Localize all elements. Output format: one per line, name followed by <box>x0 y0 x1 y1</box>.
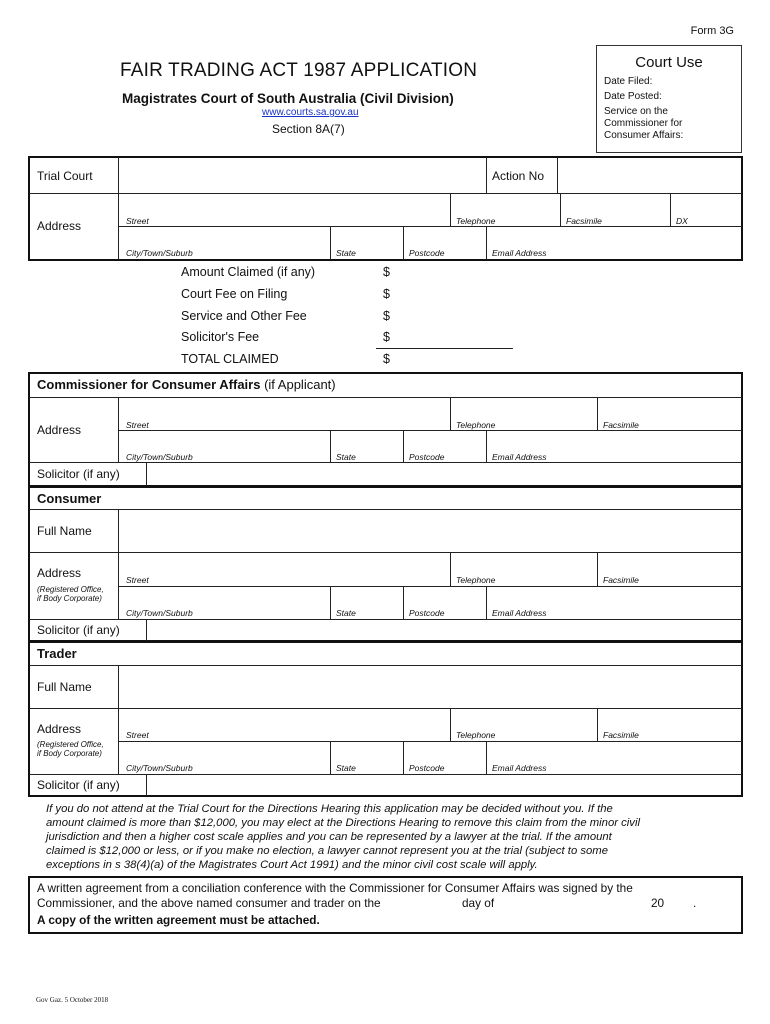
directions-hearing-notice <box>46 802 726 872</box>
consumer-postcode-field[interactable]: Postcode <box>409 608 445 618</box>
trader-telephone-field[interactable]: Telephone <box>456 730 496 740</box>
gazette-footer: Gov Gaz. 5 October 2018 <box>36 996 109 1004</box>
trader-facsimile-field[interactable]: Facsimile <box>603 730 639 740</box>
form-title: FAIR TRADING ACT 1987 APPLICATION <box>120 60 478 81</box>
trader-full-name-field[interactable] <box>120 667 741 707</box>
agreement-period: . <box>693 896 697 910</box>
consumer-full-name-label: Full Name <box>37 524 92 538</box>
trial-telephone-field[interactable]: Telephone <box>456 216 496 226</box>
trader-solicitor-field[interactable] <box>148 776 741 796</box>
commissioner-facsimile-field[interactable]: Facsimile <box>603 420 639 430</box>
trial-court-label: Trial Court <box>37 169 93 183</box>
agreement-year-prefix: 20 <box>651 896 665 910</box>
commissioner-telephone-field[interactable]: Telephone <box>456 420 496 430</box>
consumer-solicitor-field[interactable] <box>148 620 741 640</box>
consumer-email-field[interactable]: Email Address <box>492 608 547 618</box>
trial-state-field[interactable]: State <box>336 248 356 258</box>
total-claimed-currency[interactable]: $ <box>383 352 390 366</box>
court-fee-currency[interactable]: $ <box>383 287 390 301</box>
trial-facsimile-field[interactable]: Facsimile <box>566 216 602 226</box>
consumer-address-label: Address <box>37 566 82 580</box>
service-fee-currency[interactable]: $ <box>383 309 390 323</box>
trial-postcode-field[interactable]: Postcode <box>409 248 445 258</box>
consumer-street-field[interactable]: Street <box>126 575 149 585</box>
consumer-state-field[interactable]: State <box>336 608 356 618</box>
commissioner-address-label: Address <box>37 423 82 437</box>
consumer-reg-office-1: (Registered Office, <box>37 585 104 594</box>
date-posted-label: Date Posted: <box>604 91 662 102</box>
commissioner-solicitor-field[interactable] <box>148 464 741 485</box>
consumer-full-name-field[interactable] <box>120 511 741 551</box>
service-label-2: Commissioner for <box>604 118 683 129</box>
date-filed-label: Date Filed: <box>604 76 653 87</box>
notice-line-3: jurisdiction and then a higher cost scale applies and you can be represented by a lawyer at the trial. If the amount <box>46 831 612 843</box>
commissioner-email-field[interactable]: Email Address <box>492 452 547 462</box>
commissioner-city-field[interactable]: City/Town/Suburb <box>126 452 193 462</box>
trial-street-field[interactable]: Street <box>126 216 149 226</box>
trader-reg-office-2: if Body Corporate) <box>37 749 102 758</box>
trader-address-label: Address <box>37 722 82 736</box>
solicitor-fee-currency[interactable]: $ <box>383 330 390 344</box>
trader-email-field[interactable]: Email Address <box>492 763 547 773</box>
court-name: Magistrates Court of South Australia (Civil Division) <box>122 91 454 106</box>
service-fee-label: Service and Other Fee <box>181 309 307 323</box>
trial-court-field[interactable] <box>120 158 484 192</box>
notice-line-1: If you do not attend at the Trial Court for the Directions Hearing this application may be decided without you. If the <box>46 803 613 815</box>
consumer-facsimile-field[interactable]: Facsimile <box>603 575 639 585</box>
agreement-day-of: day of <box>462 896 495 910</box>
action-no-label: Action No <box>492 169 545 183</box>
commissioner-street-field[interactable]: Street <box>126 420 149 430</box>
notice-line-5: exceptions in s 38(4)(a) of the Magistrates Court Act 1991) and the minor civil cost scale will apply. <box>46 859 538 871</box>
trial-email-field[interactable]: Email Address <box>492 248 547 258</box>
agreement-month-field[interactable] <box>500 896 640 910</box>
consumer-solicitor-label: Solicitor (if any) <box>37 623 120 637</box>
commissioner-heading-text: Commissioner for Consumer Affairs <box>37 377 261 392</box>
trader-reg-office-1: (Registered Office, <box>37 740 104 749</box>
form-number: Form 3G <box>690 25 734 37</box>
trader-city-field[interactable]: City/Town/Suburb <box>126 763 193 773</box>
commissioner-heading <box>37 377 336 392</box>
trial-dx-field[interactable]: DX <box>676 216 688 226</box>
trader-solicitor-label: Solicitor (if any) <box>37 778 120 792</box>
consumer-city-field[interactable]: City/Town/Suburb <box>126 608 193 618</box>
agreement-day-field[interactable] <box>410 896 460 910</box>
trader-postcode-field[interactable]: Postcode <box>409 763 445 773</box>
trial-city-field[interactable]: City/Town/Suburb <box>126 248 193 258</box>
court-use-box <box>596 45 742 153</box>
action-no-field[interactable] <box>559 158 741 192</box>
trader-state-field[interactable]: State <box>336 763 356 773</box>
consumer-reg-office-2: if Body Corporate) <box>37 594 102 603</box>
amount-claimed-currency[interactable]: $ <box>383 265 390 279</box>
total-claimed-label: TOTAL CLAIMED <box>181 352 279 366</box>
trader-heading: Trader <box>37 646 77 661</box>
court-use-title: Court Use <box>635 54 703 71</box>
amount-claimed-label: Amount Claimed (if any) <box>181 265 316 279</box>
section-reference: Section 8A(7) <box>272 122 345 136</box>
court-website-link[interactable]: www.courts.sa.gov.au <box>262 107 359 118</box>
service-label-1: Service on the <box>604 106 668 117</box>
consumer-heading: Consumer <box>37 491 102 506</box>
agreement-line-1: A written agreement from a conciliation conference with the Commissioner for Consumer Affairs was signed by the <box>37 881 633 895</box>
commissioner-postcode-field[interactable]: Postcode <box>409 452 445 462</box>
agreement-line-2: Commissioner, and the above named consumer and trader on the <box>37 896 381 910</box>
commissioner-solicitor-label: Solicitor (if any) <box>37 467 120 481</box>
solicitor-fee-label: Solicitor's Fee <box>181 330 260 344</box>
commissioner-heading-suffix: (if Applicant) <box>264 377 336 392</box>
commissioner-state-field[interactable]: State <box>336 452 356 462</box>
court-fee-label: Court Fee on Filing <box>181 287 288 301</box>
trial-address-label: Address <box>37 219 82 233</box>
trader-full-name-label: Full Name <box>37 680 92 694</box>
trader-street-field[interactable]: Street <box>126 730 149 740</box>
consumer-telephone-field[interactable]: Telephone <box>456 575 496 585</box>
notice-line-4: claimed is $12,000 or less, or if you make no election, a lawyer cannot represent you at the trial (subject to some <box>46 845 608 857</box>
agreement-attach-note: A copy of the written agreement must be attached. <box>37 913 320 927</box>
agreement-year-field[interactable] <box>668 896 690 910</box>
notice-line-2: amount claimed is more than $12,000, you may elect at the Directions Hearing to remove this claim from the minor civil <box>46 817 640 829</box>
service-label-3: Consumer Affairs: <box>604 130 684 141</box>
